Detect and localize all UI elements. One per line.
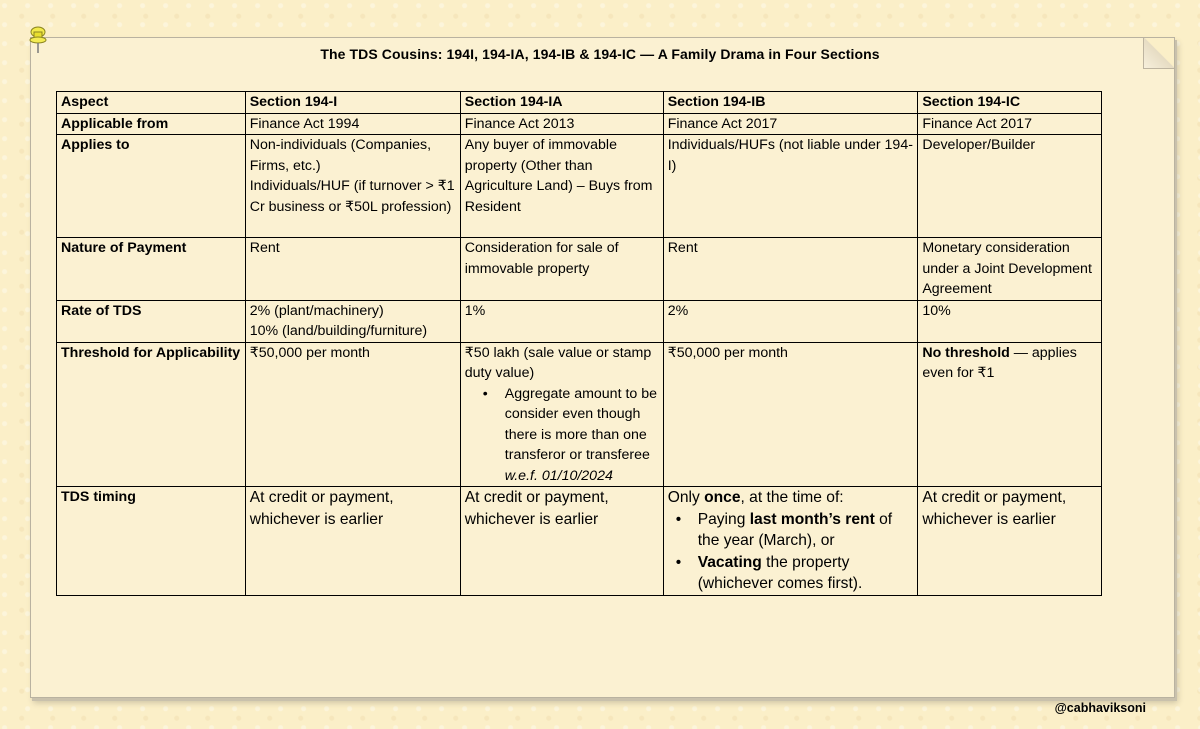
cell: Consideration for sale of immovable property bbox=[460, 238, 663, 301]
cell: ₹50,000 per month bbox=[245, 342, 460, 487]
text-run-bold: Vacating bbox=[697, 553, 762, 571]
cell: 2% bbox=[663, 300, 918, 342]
header-row bbox=[57, 92, 1102, 114]
cell bbox=[245, 300, 460, 342]
text-run: Only bbox=[667, 489, 705, 506]
cell-text: — applies even for ₹1 bbox=[922, 344, 1077, 381]
author-handle: @cabhaviksoni bbox=[1054, 701, 1146, 715]
row-label: Threshold for Applicability bbox=[57, 342, 246, 487]
cell: 10% bbox=[918, 300, 1102, 342]
table-row bbox=[57, 342, 1102, 487]
row-label: TDS timing bbox=[57, 487, 246, 596]
bullet-list bbox=[668, 509, 914, 595]
header-194ib: Section 194-IB bbox=[663, 92, 918, 114]
table-row bbox=[57, 300, 1102, 342]
table-row bbox=[57, 238, 1102, 301]
effective-date: w.e.f. 01/10/2024 bbox=[504, 467, 613, 484]
cell: Rent bbox=[663, 238, 918, 301]
text-run: the property (whichever comes first). bbox=[697, 553, 863, 592]
cell: At credit or payment, whichever is earlier bbox=[460, 487, 663, 596]
page-title: The TDS Cousins: 194I, 194-IA, 194-IB & 194-IC — A Family Drama in Four Sections bbox=[320, 46, 880, 62]
cell bbox=[663, 487, 918, 596]
row-label: Applies to bbox=[57, 135, 246, 238]
text-run-bold: last month’s rent bbox=[749, 510, 875, 528]
list-item bbox=[698, 509, 914, 552]
bullet-text: Aggregate amount to be consider even though there is more than one transferor or transferee bbox=[504, 385, 658, 463]
cell-line: Individuals/HUF (if turnover > ₹1 Cr business or ₹50L profession) bbox=[249, 178, 455, 215]
cell-line bbox=[668, 487, 914, 509]
row-label: Applicable from bbox=[57, 113, 246, 135]
cell: Individuals/HUFs (not liable under 194-I) bbox=[663, 135, 918, 238]
tds-comparison-table bbox=[56, 91, 1102, 596]
no-threshold-text: No threshold bbox=[922, 344, 1010, 361]
cell-line: ₹50 lakh (sale value or stamp duty value) bbox=[464, 344, 652, 381]
cell: Finance Act 2017 bbox=[918, 113, 1102, 135]
list-item bbox=[698, 552, 914, 595]
text-run: of the year (March), or bbox=[697, 510, 893, 549]
row-label: Rate of TDS bbox=[57, 300, 246, 342]
bullet-list bbox=[465, 384, 659, 487]
cell-line: Non-individuals (Companies, Firms, etc.) bbox=[249, 137, 432, 174]
cell: Developer/Builder bbox=[918, 135, 1102, 238]
cell: Monetary consideration under a Joint Development Agreement bbox=[918, 238, 1102, 301]
cell bbox=[918, 342, 1102, 487]
cell: Rent bbox=[245, 238, 460, 301]
text-run-bold: once bbox=[704, 489, 741, 506]
cell: Finance Act 2013 bbox=[460, 113, 663, 135]
cell: Finance Act 2017 bbox=[663, 113, 918, 135]
row-label: Nature of Payment bbox=[57, 238, 246, 301]
cell: Any buyer of immovable property (Other than Agriculture Land) – Buys from Resident bbox=[460, 135, 663, 238]
table-row bbox=[57, 113, 1102, 135]
cell: At credit or payment, whichever is earlier bbox=[918, 487, 1102, 596]
cell: At credit or payment, whichever is earlier bbox=[245, 487, 460, 596]
header-194i: Section 194-I bbox=[245, 92, 460, 114]
cell: 1% bbox=[460, 300, 663, 342]
table-row bbox=[57, 135, 1102, 238]
header-aspect: Aspect bbox=[57, 92, 246, 114]
text-run: , at the time of: bbox=[740, 489, 844, 506]
cell bbox=[245, 135, 460, 238]
cell: ₹50,000 per month bbox=[663, 342, 918, 487]
cell bbox=[460, 342, 663, 487]
header-194ia: Section 194-IA bbox=[460, 92, 663, 114]
cell-line: 2% (plant/machinery) bbox=[249, 302, 384, 319]
list-item bbox=[505, 384, 659, 487]
text-run: Paying bbox=[697, 510, 750, 528]
cell: Finance Act 1994 bbox=[245, 113, 460, 135]
header-194ic: Section 194-IC bbox=[918, 92, 1102, 114]
cell-line: 10% (land/building/furniture) bbox=[249, 323, 428, 339]
table-row bbox=[57, 487, 1102, 596]
